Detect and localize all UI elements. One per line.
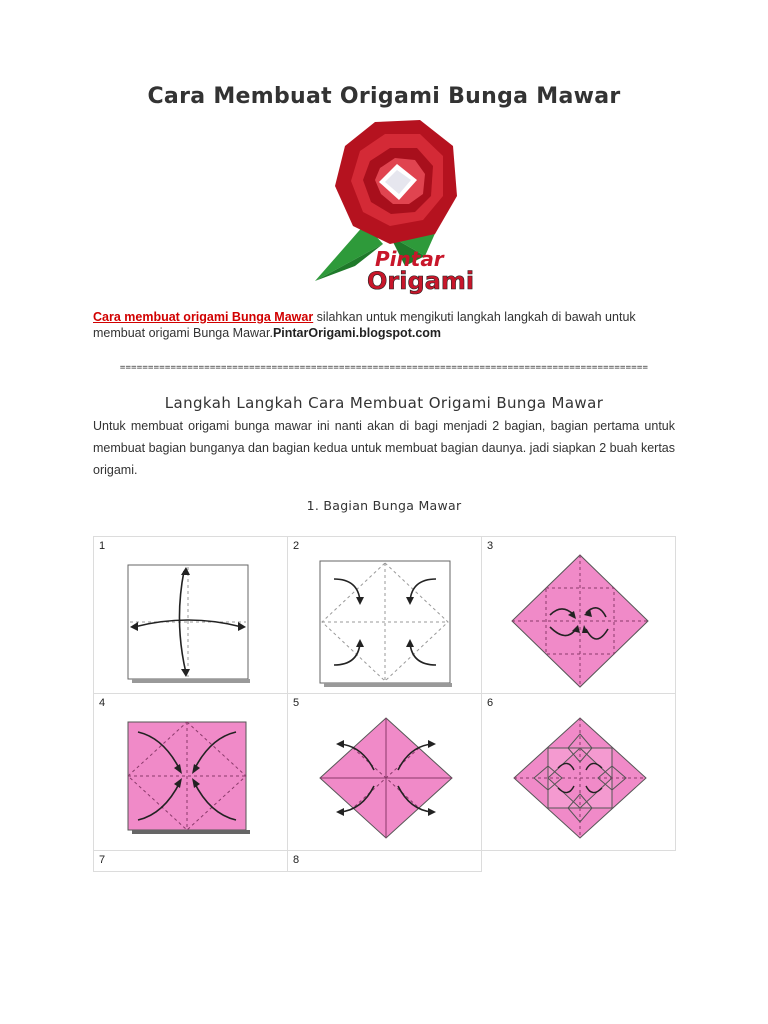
- step-number: 7: [99, 854, 106, 866]
- step-cell-2: [287, 536, 482, 694]
- divider-line: ==============================================================================================: [119, 363, 649, 373]
- logo-text-origami: Origami: [367, 267, 475, 295]
- step-cell-4: [93, 693, 288, 851]
- step-1-diagram: [124, 561, 252, 685]
- step-number: 6: [487, 697, 494, 709]
- step-number: 5: [293, 697, 300, 709]
- intro-paragraph: [93, 309, 683, 341]
- step-number: 4: [99, 697, 106, 709]
- step-4-diagram: [124, 718, 252, 838]
- step-number: 2: [293, 540, 300, 552]
- step-cell-5: [287, 693, 482, 851]
- step-number: 8: [293, 854, 300, 866]
- step-cell-7: [93, 850, 288, 872]
- site-name: PintarOrigami.blogspot.com: [272, 326, 442, 340]
- step-5-diagram: [318, 714, 454, 842]
- step-cell-8: [287, 850, 482, 872]
- step-3-diagram: [506, 553, 654, 689]
- step-cell-1: [93, 536, 288, 694]
- intro-text: silahkan untuk mengikuti langkah langkah di bawah untuk membuat origami Bunga Mawar.: [93, 310, 636, 340]
- step-2-diagram: [316, 557, 456, 689]
- step-6-diagram: [512, 714, 648, 842]
- step-cell-6: [481, 693, 676, 851]
- steps-subtitle: Langkah Langkah Cara Membuat Origami Bunga Mawar: [164, 394, 604, 412]
- intro-link[interactable]: Cara membuat origami Bunga Mawar: [93, 310, 314, 324]
- logo-text-pintar: Pintar: [375, 247, 444, 271]
- section-heading: 1. Bagian Bunga Mawar: [306, 498, 462, 513]
- rose-logo-image: [305, 116, 485, 296]
- page-title: Cara Membuat Origami Bunga Mawar: [147, 84, 621, 109]
- step-number: 3: [487, 540, 494, 552]
- step-number: 1: [99, 540, 106, 552]
- description-paragraph: Untuk membuat origami bunga mawar ini nanti akan di bagi menjadi 2 bagian, bagian pertama untuk membuat bagian bunganya dan bagian kedua untuk membuat bagian daunya. jadi siapkan 2 buah kertas origami.: [93, 419, 675, 477]
- step-cell-3: [481, 536, 676, 694]
